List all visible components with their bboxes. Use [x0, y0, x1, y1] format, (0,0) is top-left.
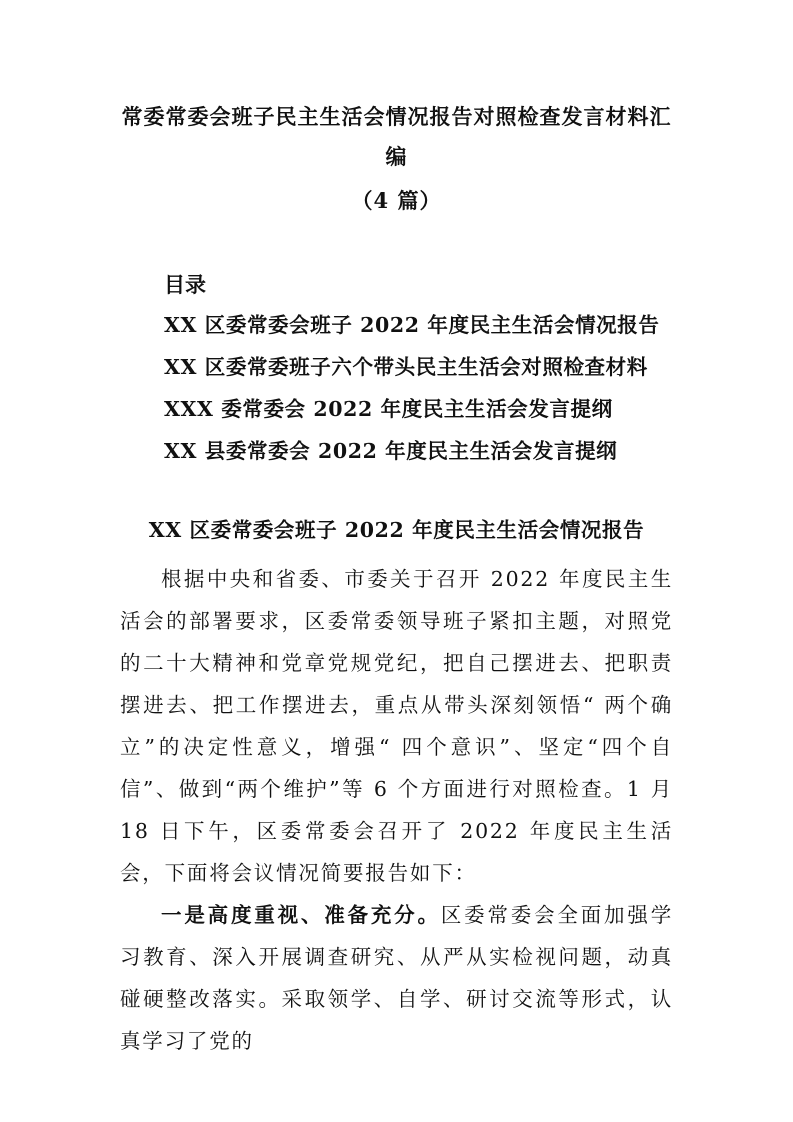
paragraph — [120, 894, 673, 1062]
document-title-count: （4 篇） — [351, 188, 442, 213]
paragraph-text: 区委常委会全面加强学习教育、深入开展调查研究、从严从实检视问题，动真碰硬整改落实。采取领学、自学、研讨交流等形式，认真学习了党的 — [120, 903, 673, 1053]
toc-item: XX 区委常委班子六个带头民主生活会对照检查材料 — [164, 355, 648, 379]
toc-item: XX 区委常委会班子 2022 年度民主生活会情况报告 — [164, 313, 660, 337]
toc-item: XX 县委常委会 2022 年度民主生活会发言提纲 — [164, 439, 618, 463]
toc-heading: 目录 — [164, 272, 206, 297]
document-title-line-1: 常委常委会班子民主生活会情况报告对照检查发言材料汇 — [121, 104, 672, 129]
paragraph-lead: 一是高度重视、准备充分。 — [161, 903, 441, 927]
paragraph: 根据中央和省委、市委关于召开 2022 年度民主生活会的部署要求，区委常委领导班子紧扣主题，对照党的二十大精神和党章党规党纪，把自己摆进去、把职责摆进去、把工作摆进去，重点从带头深刻领悟“ 两个确立”的决定性意义，增强“ 四个意识”、坚定“四个自信”、做到“两个维护”等 6 个方面进行对照检查。1 月 18 日下午，区委常委会召开了 2022 年度民主生活会，下面将会议情况简要报告如下： — [120, 567, 673, 885]
document-title-line-2: 编 — [385, 144, 408, 169]
section-title: XX 区委常委会班子 2022 年度民主生活会情况报告 — [148, 518, 645, 542]
table-of-contents — [164, 310, 659, 478]
toc-item: XXX 委常委会 2022 年度民主生活会发言提纲 — [164, 397, 613, 421]
body-text — [120, 558, 673, 1062]
